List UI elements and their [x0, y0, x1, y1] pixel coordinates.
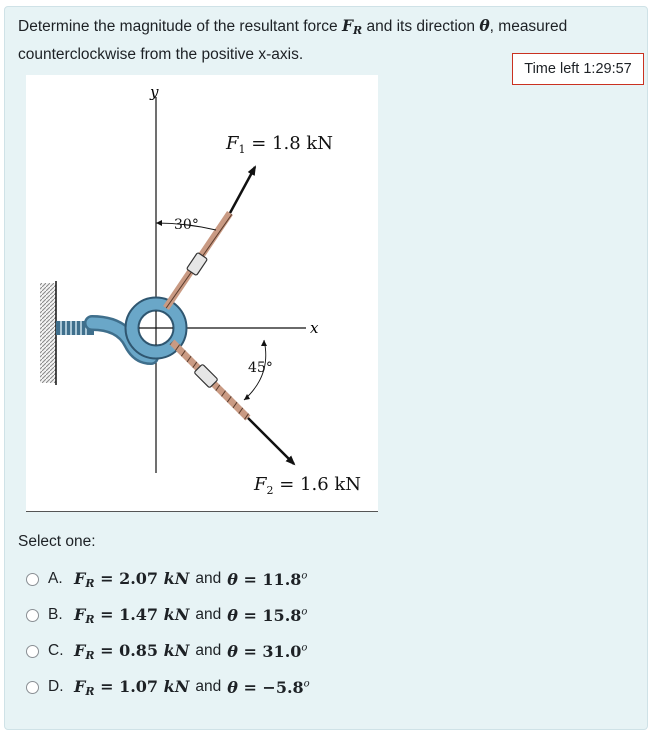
option-angle: $\theta = 31.0^o$ — [227, 641, 308, 661]
problem-figure — [26, 75, 378, 511]
answer-option-d[interactable] — [26, 673, 310, 701]
resultant-force-symbol: $F_R$ — [341, 16, 363, 37]
time-left-indicator: Time left 1:29:57 — [512, 53, 644, 85]
option-letter: D. — [48, 678, 64, 695]
option-angle: $\theta = 15.8^o$ — [227, 605, 308, 625]
option-angle: $\theta = -5.8^o$ — [227, 677, 310, 697]
force-f1-arrow — [230, 167, 255, 213]
option-letter: B. — [48, 606, 63, 623]
radio-button[interactable] — [26, 645, 39, 658]
force-f1-label: $F_1 = 1.8$ kN — [226, 133, 334, 156]
radio-button[interactable] — [26, 609, 39, 622]
radio-button[interactable] — [26, 681, 39, 694]
answer-option-c[interactable] — [26, 637, 307, 665]
force-f2-arrow — [248, 418, 294, 464]
answer-option-a[interactable] — [26, 565, 307, 593]
figure-divider — [26, 511, 378, 512]
question-text-part: , measured counterclockwise from the positive x-axis. — [18, 18, 568, 63]
angle-30-label: 30° — [174, 217, 199, 233]
option-angle: $\theta = 11.8^o$ — [227, 569, 308, 589]
question-text-part: and its direction — [362, 18, 480, 35]
option-letter: A. — [48, 570, 63, 587]
question-text-part: Determine the magnitude of the resultant force — [18, 18, 342, 35]
select-one-prompt: Select one: — [18, 533, 96, 550]
theta-symbol: θ — [479, 16, 490, 35]
force-f2-label: $F_2 = 1.6$ kN — [254, 474, 362, 497]
y-axis-label: y — [150, 83, 159, 101]
option-and: and — [195, 606, 222, 623]
angle-45-label: 45° — [248, 360, 273, 376]
option-equation: $F_R = 1.47$ kN — [74, 604, 190, 626]
wall — [40, 283, 56, 383]
x-axis-label: x — [310, 319, 319, 337]
eyebolt-diagram — [26, 75, 378, 511]
option-and: and — [195, 642, 222, 659]
option-equation: $F_R = 2.07$ kN — [74, 568, 190, 590]
option-equation: $F_R = 1.07$ kN — [74, 676, 190, 698]
answer-option-b[interactable] — [26, 601, 307, 629]
option-and: and — [195, 570, 222, 587]
option-equation: $F_R = 0.85$ kN — [74, 640, 190, 662]
option-and: and — [195, 678, 222, 695]
radio-button[interactable] — [26, 573, 39, 586]
option-letter: C. — [48, 642, 64, 659]
